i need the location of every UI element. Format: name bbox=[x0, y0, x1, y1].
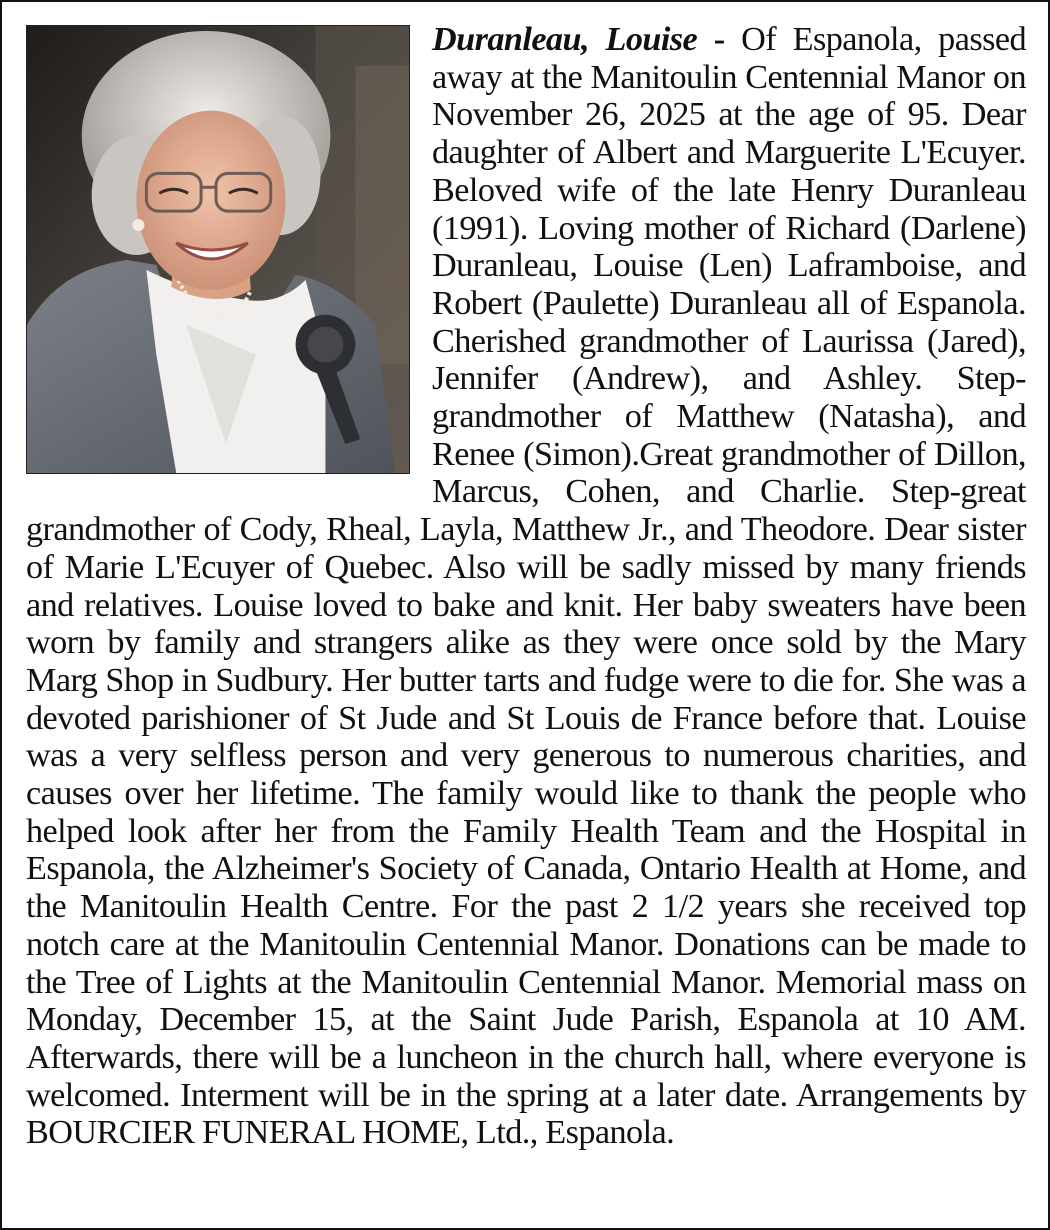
portrait-image bbox=[27, 26, 409, 473]
name-separator: - bbox=[697, 21, 742, 58]
portrait-photo bbox=[26, 25, 410, 474]
deceased-name: Duranleau, Louise bbox=[432, 21, 698, 58]
obituary-body: Of Espanola, passed away at the Manitoulin Centennial Manor on November 26, 2025 at the age of 95. Dear daughter of Albert and Marguerite L'Ecuyer. Beloved wife of the late Henry Duranleau (1991). Loving mother of Richard (Darlene) Duranleau, Louise (Len) Laframboise, and Robert (Paulette) Duranleau all of Espanola. Cherished grandmother of Laurissa (Jared), Jennifer (Andrew), and Ashley. Step-grandmother of Matthew (Natasha), and Renee (Simon).Great grandmother of Dillon, Marcus, Cohen, and Charlie. Step-great grandmother of Cody, Rheal, Layla, Matthew Jr., and Theodore. Dear sister of Marie L'Ecuyer of Quebec. Also will be sadly missed by many friends and relatives. Louise loved to bake and knit. Her baby sweaters have been worn by family and strangers alike as they were once sold by the Mary Marg Shop in Sudbury. Her butter tarts and fudge were to die for. She was a devoted parishioner of St Jude and St Louis de France before that. Louise was a very selfless person and very generous to numerous charities, and causes over her lifetime. The family would like to thank the people who helped look after her from the Family Health Team and the Hospital in Espanola, the Alzheimer's Society of Canada, Ontario Health at Home, and the Manitoulin Health Centre. For the past 2 1/2 years she received top notch care at the Manitoulin Centennial Manor. Donations can be made to the Tree of Lights at the Manitoulin Centennial Manor. Memorial mass on Monday, December 15, at the Saint Jude Parish, Espanola at 10 AM. Afterwards, there will be a luncheon in the church hall, where everyone is welcomed. Interment will be in the spring at a later date. Arrangements by BOURCIER FUNERAL HOME, Ltd., Espanola. bbox=[26, 21, 1026, 1152]
